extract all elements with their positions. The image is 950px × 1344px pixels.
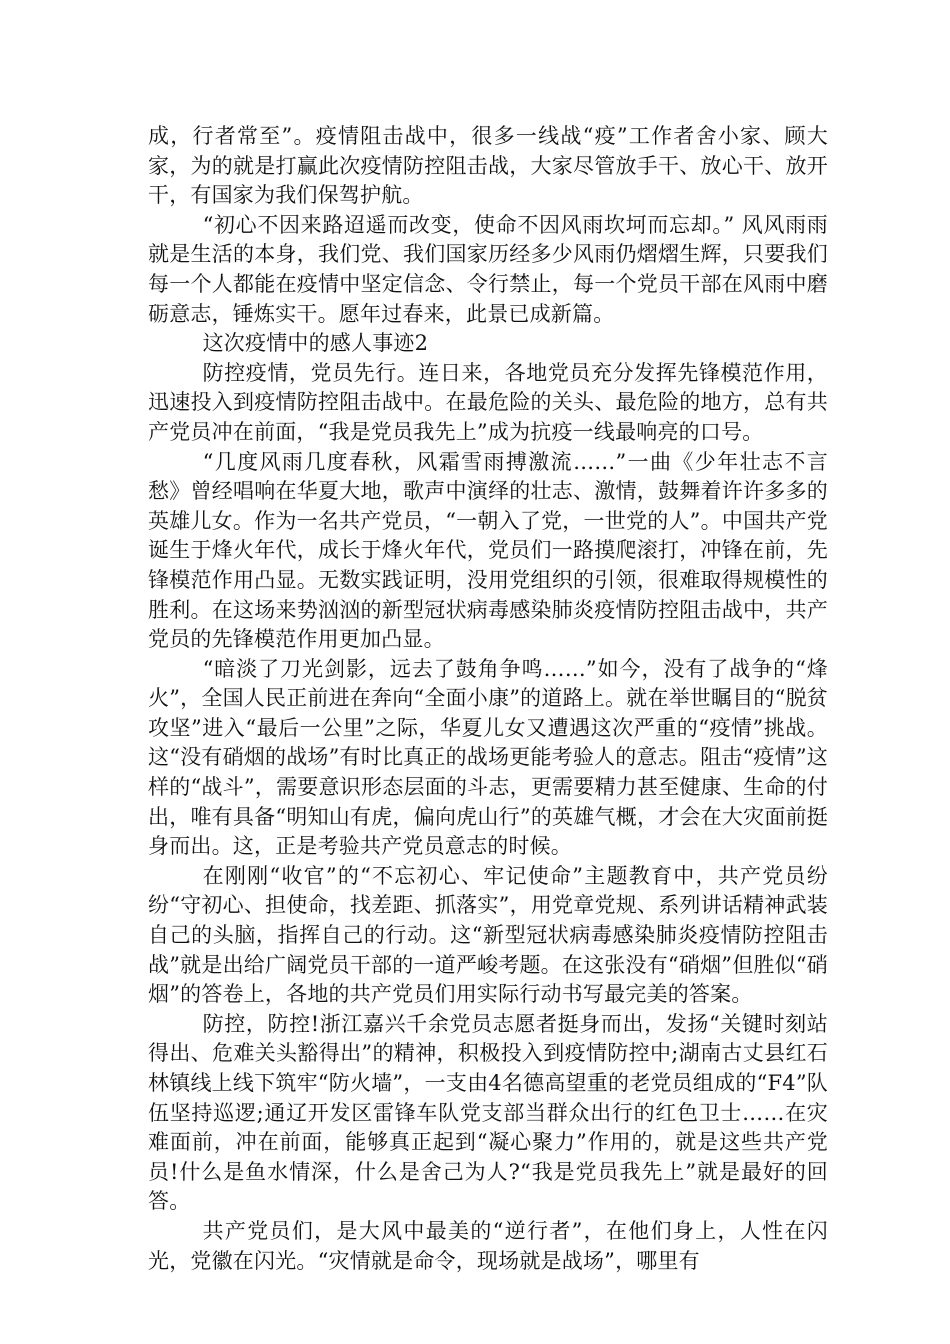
- paragraph-6: 在刚刚“收官”的“不忘初心、牢记使命”主题教育中，共产党员纷纷“守初心、担使命，找差距、抓落实”，用党章党规、系列讲话精神武装自己的头脑，指挥自己的行动。这“新型冠状病毒感染肺炎疫情防控阻击战”就是出给广阔党员干部的一道严峻考题。在这张没有“硝烟”但胜似“硝烟”的答卷上，各地的共产党员们用实际行动书写最完美的答案。: [148, 863, 828, 1007]
- paragraph-4: “几度风雨几度春秋，风霜雪雨搏激流……”一曲《少年壮志不言愁》曾经唱响在华夏大地，歌声中演绎的壮志、激情，鼓舞着许许多多的英雄儿女。作为一名共产党员，“一朝入了党，一世党的人”。中国共产党诞生于烽火年代，成长于烽火年代，党员们一路摸爬滚打，冲锋在前，先锋模范作用凸显。无数实践证明，没用党组织的引领，很难取得规模性的胜利。在这场来势汹汹的新型冠状病毒感染肺炎疫情防控阻击战中，共产党员的先锋模范作用更加凸显。: [148, 449, 828, 652]
- paragraph-8: 共产党员们，是大风中最美的“逆行者”，在他们身上，人性在闪光，党徽在闪光。“灾情就是命令，现场就是战场”，哪里有: [148, 1218, 828, 1273]
- section-heading: 这次疫情中的感人事迹2: [202, 331, 429, 356]
- paragraph-1: 成，行者常至”。疫情阻击战中，很多一线战“疫”工作者舍小家、顾大家，为的就是打赢此次疫情防控阻击战，大家尽管放手干、放心干、放开干，有国家为我们保驾护航。: [148, 124, 828, 208]
- paragraph-3: 防控疫情，党员先行。连日来，各地党员充分发挥先锋模范作用，迅速投入到疫情防控阻击战中。在最危险的关头、最危险的地方，总有共产党员冲在前面，“我是党员我先上”成为抗疫一线最响亮的口号。: [148, 360, 828, 444]
- paragraph-5: “暗淡了刀光剑影，远去了鼓角争鸣……”如今，没有了战争的“烽火”，全国人民正前进在奔向“全面小康”的道路上。就在举世瞩目的“脱贫攻坚”进入“最后一公里”之际，华夏儿女又遭遇这次严重的“疫情”挑战。这“没有硝烟的战场”有时比真正的战场更能考验人的意志。阻击“疫情”这样的“战斗”，需要意识形态层面的斗志，更需要精力甚至健康、生命的付出，唯有具备“明知山有虎，偏向虎山行”的英雄气概，才会在大灾面前挺身而出。这，正是考验共产党员意志的时候。: [148, 656, 828, 859]
- document-body: [148, 122, 828, 1276]
- paragraph-2: “初心不因来路迢遥而改变，使命不因风雨坎坷而忘却。” 风风雨雨就是生活的本身，我们党、我们国家历经多少风雨仍熠熠生辉，只要我们每一个人都能在疫情中坚定信念、令行禁止，每一个党员干部在风雨中磨砺意志，锤炼实干。愿年过春来，此景已成新篇。: [148, 212, 828, 326]
- paragraph-7: 防控，防控!浙江嘉兴千余党员志愿者挺身而出，发扬“关键时刻站得出、危难关头豁得出”的精神，积极投入到疫情防控中;湖南古丈县红石林镇线上线下筑牢“防火墙”，一支由4名德高望重的老党员组成的“F4”队伍坚持巡逻;通辽开发区雷锋车队党支部当群众出行的红色卫士……在灾难面前，冲在前面，能够真正起到“凝心聚力”作用的，就是这些共产党员!什么是鱼水情深，什么是舍己为人?“我是党员我先上”就是最好的回答。: [148, 1011, 828, 1214]
